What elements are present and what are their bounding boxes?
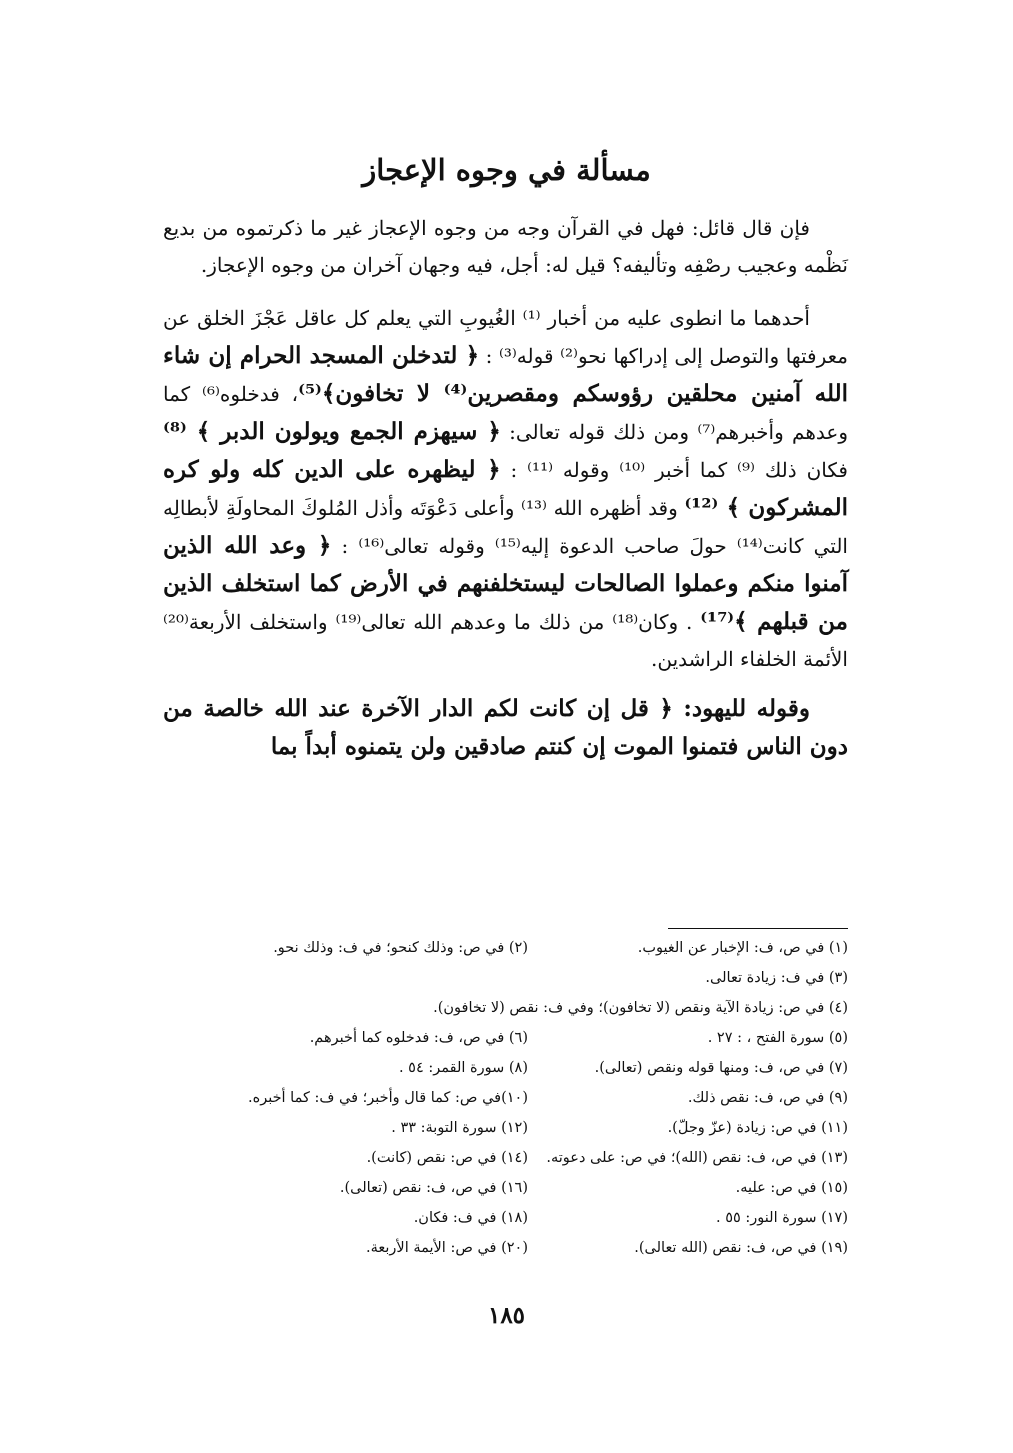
footnote: (١٢) سورة التوبة: ٣٣ . <box>391 1120 528 1136</box>
footnote: (٤) في ص: زيادة الآية ونقص (لا تخافون)؛ وفي ف: نقص (لا تخافون). <box>433 1000 848 1016</box>
footnote: (١) في ص، ف: الإخبار عن الغيوب. <box>637 940 848 956</box>
footnote-row <box>163 933 848 963</box>
paragraph-3 <box>163 690 848 766</box>
footnote-row <box>163 1023 848 1053</box>
footnote: (٥) سورة الفتح ، : ٢٧ . <box>707 1030 848 1046</box>
paragraph-2-text-b: ، فدخلوه⁽⁶⁾ كما وعدهم وأخبرهم⁽⁷⁾ ومن ذلك قوله تعالى: <box>163 382 848 444</box>
paragraph-2-text-c: فكان ذلك ⁽⁹⁾ كما أخبر ⁽¹⁰⁾ وقوله ⁽¹¹⁾ : <box>500 458 848 482</box>
footnotes <box>163 933 848 1263</box>
page-title: مسألة في وجوه الإعجاز <box>362 153 651 187</box>
footnote: (٢٠) في ص: الأيمة الأربعة. <box>366 1240 528 1256</box>
footnote: (١١) في ص: زيادة (عزّ وجلّ). <box>667 1120 848 1136</box>
quran-verse-5: ﴿ قل إن كانت لكم الدار الآخرة عند الله خالصة من دون الناس فتمنوا الموت إن كنتم صادقين ولن يتمنوه أبداً بما <box>163 695 848 760</box>
footnote: (٦) في ص، ف: فدخلوه كما أخبرهم. <box>309 1030 528 1046</box>
footnote: (٩) في ص، ف: نقص ذلك. <box>687 1090 848 1106</box>
paragraph-2-text-e: . وكان⁽¹⁸⁾ من ذلك ما وعدهم الله تعالى⁽¹⁹⁾ واستخلف الأربعة⁽²⁰⁾ الأئمة الخلفاء الراشدين. <box>163 610 848 671</box>
page-number: ١٨٥ <box>487 1302 526 1329</box>
footnote: (٧) في ص، ف: ومنها قوله ونقص (تعالى). <box>594 1060 848 1076</box>
footnote: (١٤) في ص: نقص (كانت). <box>366 1150 528 1166</box>
paragraph-2 <box>163 300 848 678</box>
quran-verse-2: ﴿ سيهزم الجمع ويولون الدبر ﴾ ⁽⁸⁾ <box>163 418 501 445</box>
footnote-row <box>163 1053 848 1083</box>
paragraph-2-text-a: أحدهما ما انطوى عليه من أخبار ⁽¹⁾ الغُيوبِ التي يعلم كل عاقل عَجْزَ الخلق عن معرفتها والتوصل إلى إدراكها نحو⁽²⁾ قوله⁽³⁾ : <box>163 306 848 368</box>
footnote-divider <box>668 928 848 929</box>
paragraph-1: فإن قال قائل: فهل في القرآن وجه من وجوه الإعجاز غير ما ذكرتموه من بديع نَظْمه وعجيب رصْفِه وتأليفه؟ قيل له: أجل، فيه وجهان آخران من وجوه الإعجاز. <box>163 216 848 277</box>
footnote: (١٧) سورة النور: ٥٥ . <box>716 1210 848 1226</box>
quran-verse-3: ﴿ ليظهره على الدين كله ولو كره المشركون ﴾ ⁽¹²⁾ <box>163 456 848 521</box>
footnote-row <box>163 993 848 1023</box>
footnote-row <box>163 963 848 993</box>
paragraph-2-text-d: وقد أظهره الله ⁽¹³⁾ وأعلى دَعْوَتَه وأذل المُلوكَ المحاولَةِ لأبطالِه التي كانت⁽¹⁴⁾ حولَ صاحب الدعوة إليه⁽¹⁵⁾ وقوله تعالى⁽¹⁶⁾ : <box>163 496 848 558</box>
footnote-row <box>163 1143 848 1173</box>
footnote: (١٠)في ص: كما قال وأخبر؛ في ف: كما أخبره. <box>248 1090 528 1106</box>
footnote-row <box>163 1203 848 1233</box>
footnote <box>163 963 528 993</box>
footnote: (١٥) في ص: عليه. <box>735 1180 848 1196</box>
quran-verse-4: ﴿ وعد الله الذين آمنوا منكم وعملوا الصالحات ليستخلفنهم في الأرض كما استخلف الذين من قبلهم ﴾⁽¹⁷⁾ <box>163 532 848 635</box>
main-text <box>163 210 848 766</box>
footnote-row <box>163 1083 848 1113</box>
paragraph-3-text-a: وقوله لليهود: <box>672 695 810 722</box>
footnote: (٨) سورة القمر: ٥٤ . <box>398 1060 528 1076</box>
quran-verse-1: ﴿ لتدخلن المسجد الحرام إن شاء الله آمنين محلقين رؤوسكم ومقصرين⁽⁴⁾ لا تخافون﴾⁽⁵⁾ <box>163 342 848 407</box>
footnote-row <box>163 1233 848 1263</box>
footnote: (٢) في ص: وذلك كنحو؛ في ف: وذلك نحو. <box>273 940 528 956</box>
footnote: (١٩) في ص، ف: نقص (الله تعالى). <box>634 1240 848 1256</box>
footnote: (١٣) في ص، ف: نقص (الله)؛ في ص: على دعوته. <box>546 1150 848 1166</box>
footnote: (٣) في ف: زيادة تعالى. <box>705 970 848 986</box>
footnote-row <box>163 1173 848 1203</box>
footnote: (١٨) في ف: فكان. <box>413 1210 528 1226</box>
footnote: (١٦) في ص، ف: نقص (تعالى). <box>339 1180 528 1196</box>
footnote-row <box>163 1113 848 1143</box>
